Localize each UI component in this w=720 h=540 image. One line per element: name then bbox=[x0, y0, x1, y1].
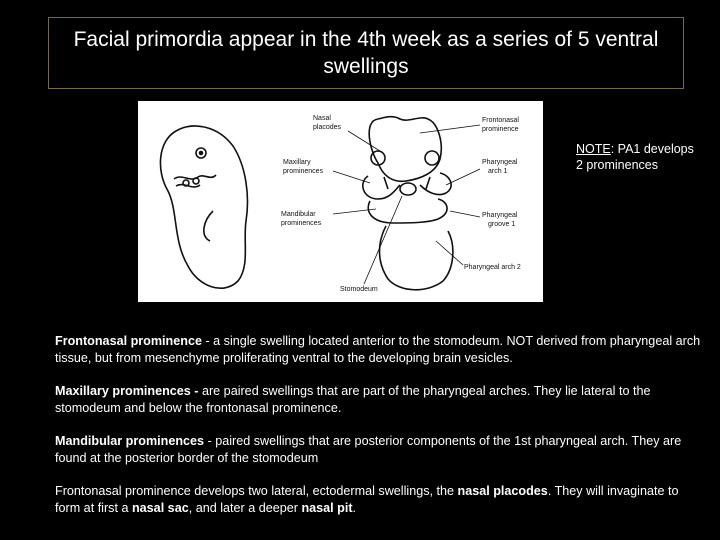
nasal-placode-right bbox=[425, 151, 439, 165]
label-nasal-placodes-2: placodes bbox=[313, 124, 342, 131]
label-mandibular-1: Mandibular bbox=[281, 211, 316, 218]
label-stomodeum: Stomodeum bbox=[340, 286, 378, 293]
title-box bbox=[48, 17, 684, 89]
paragraph-nasal bbox=[55, 483, 705, 517]
term-maxillary: Maxillary prominences - bbox=[55, 384, 202, 398]
term-nasal-sac: nasal sac bbox=[131, 501, 189, 515]
label-mandibular-2: prominences bbox=[281, 220, 322, 227]
label-nasal-placodes-1: Nasal bbox=[313, 115, 331, 122]
paragraph-frontonasal bbox=[55, 333, 705, 367]
desc-maxillary: are paired swellings that are part of the pharyngeal arches. They lie lateral to the stomodeum and below the frontonasal prominence. bbox=[55, 384, 651, 415]
term-nasal-placodes: nasal placodes bbox=[457, 484, 548, 498]
paragraph-maxillary bbox=[55, 383, 705, 417]
desc-mandibular: - paired swellings that are posterior components of the 1st pharyngeal arch. They are found at the posterior border of the stomodeum bbox=[55, 434, 682, 465]
mandibular-outline bbox=[368, 199, 447, 223]
frontonasal-outline bbox=[369, 117, 441, 182]
term-frontonasal: Frontonasal prominence bbox=[55, 334, 202, 348]
slide-title: Facial primordia appear in the 4th week as a series of 5 ventral swellings bbox=[73, 28, 659, 78]
embryo-figure bbox=[138, 101, 543, 302]
stomodeum-outline bbox=[400, 183, 416, 195]
term-nasal-pit: nasal pit bbox=[301, 501, 353, 515]
label-pharyngeal-groove-2: groove 1 bbox=[488, 221, 516, 228]
term-mandibular: Mandibular prominences bbox=[55, 434, 205, 448]
paragraph-mandibular bbox=[55, 433, 705, 467]
label-frontonasal-2: prominence bbox=[482, 126, 519, 133]
nasal-text-1: Frontonasal prominence develops two lateral, ectodermal swellings, the bbox=[55, 484, 458, 498]
note-box bbox=[576, 141, 696, 173]
label-pharyngeal-arch2: Pharyngeal arch 2 bbox=[464, 264, 521, 271]
nasal-text-4: . bbox=[352, 501, 357, 515]
label-maxillary-1: Maxillary bbox=[283, 159, 311, 166]
note-label: NOTE bbox=[576, 142, 611, 156]
label-frontonasal-1: Frontonasal bbox=[482, 117, 519, 124]
pharyngeal-arch-2 bbox=[380, 226, 453, 290]
desc-frontonasal: - a single swelling located anterior to the stomodeum. NOT derived from pharyngeal arch tissue, but from mesenchyme proliferating ventral to the developing brain vesicles. bbox=[55, 334, 701, 365]
nasal-text-2: . They will invaginate to form at first a bbox=[55, 484, 679, 515]
label-pharyngeal-arch1-1: Pharyngeal bbox=[482, 159, 518, 166]
text-area bbox=[55, 333, 705, 533]
nasal-text-3: , and later a deeper bbox=[188, 501, 302, 515]
label-pharyngeal-arch1-2: arch 1 bbox=[488, 168, 508, 175]
embryo-diagram bbox=[138, 101, 543, 302]
note-text: : PA1 develops 2 prominences bbox=[576, 142, 694, 172]
label-pharyngeal-groove-1: Pharyngeal bbox=[482, 212, 518, 219]
embryo-side-outline bbox=[160, 126, 247, 288]
label-maxillary-2: prominences bbox=[283, 168, 324, 175]
